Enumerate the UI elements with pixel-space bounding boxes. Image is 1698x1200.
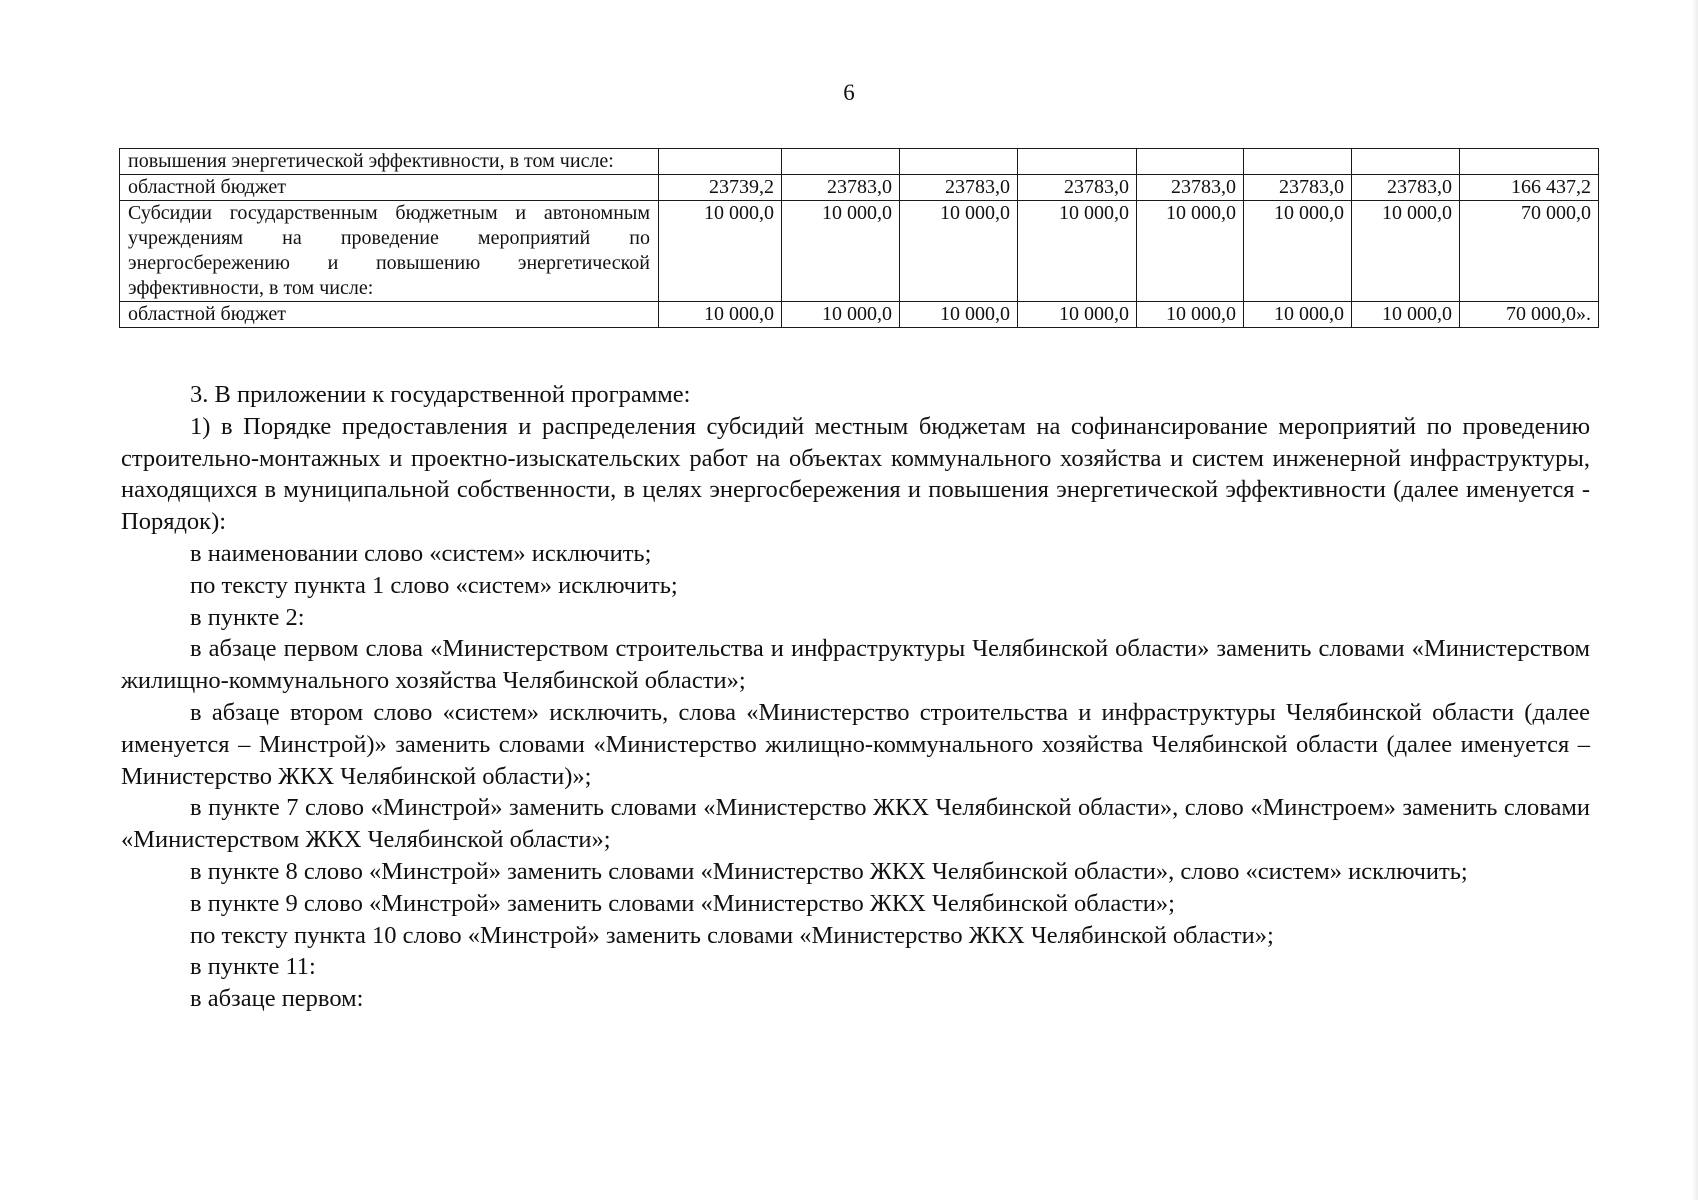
table-cell bbox=[1244, 149, 1352, 175]
table-cell bbox=[782, 149, 900, 175]
table-cell: 10 000,0 bbox=[659, 201, 782, 302]
table-cell: 23783,0 bbox=[1137, 175, 1244, 201]
table-cell: 23783,0 bbox=[1352, 175, 1460, 201]
table-cell bbox=[1352, 149, 1460, 175]
table-cell bbox=[900, 149, 1018, 175]
paragraph: в пункте 8 слово «Минстрой» заменить словами «Министерство ЖКХ Челябинской области», слово «систем» исключить; bbox=[190, 857, 1468, 885]
paragraph: в абзаце втором слово «систем» исключить, слова «Министерство строительства и инфраструктуры Челябинской области (далее именуется – Минстрой)» заменить словами «Министерство жилищно-коммунального хозяйства Челябинской области (далее именуется – Министерство ЖКХ Челябинской области)»; bbox=[121, 698, 1590, 790]
table-cell: 10 000,0 bbox=[1137, 201, 1244, 302]
table-cell bbox=[1137, 149, 1244, 175]
table-cell: 10 000,0 bbox=[900, 302, 1018, 328]
paragraph-item-1: 1) в Порядке предоставления и распределения субсидий местным бюджетам на софинансирование мероприятий по проведению строительно-монтажных и проектно-изыскательских работ на объектах коммунального хозяйства и систем инженерной инфраструктуры, находящихся в муниципальной собственности, в целях энергосбережения и повышения энергетической эффективности (далее именуется - Порядок): bbox=[121, 412, 1590, 536]
row-label: повышения энергетической эффективности, в том числе: bbox=[120, 149, 659, 175]
paragraph: в пункте 11: bbox=[190, 953, 316, 981]
table-cell: 10 000,0 bbox=[1244, 302, 1352, 328]
table-cell: 10 000,0 bbox=[782, 201, 900, 302]
table-cell: 10 000,0 bbox=[1018, 302, 1137, 328]
paragraph: в наименовании слово «систем» исключить; bbox=[190, 539, 652, 567]
table-cell: 10 000,0 bbox=[900, 201, 1018, 302]
row-label: областной бюджет bbox=[120, 175, 659, 201]
paragraph: в пункте 7 слово «Минстрой» заменить словами «Министерство ЖКХ Челябинской области», слово «Минстроем» заменить словами «Министерством ЖКХ Челябинской области»; bbox=[121, 794, 1590, 854]
table-row bbox=[120, 175, 1599, 201]
table-cell-total: 166 437,2 bbox=[1460, 175, 1599, 201]
table-cell bbox=[1018, 149, 1137, 175]
table-row bbox=[120, 302, 1599, 328]
paragraph: в пункте 2: bbox=[190, 603, 305, 631]
table-cell-total bbox=[1460, 149, 1599, 175]
budget-table bbox=[119, 148, 1599, 328]
table-cell-total: 70 000,0». bbox=[1460, 302, 1599, 328]
paragraph: в абзаце первом слова «Министерством строительства и инфраструктуры Челябинской области» заменить словами «Министерством жилищно-коммунального хозяйства Челябинской области»; bbox=[121, 635, 1590, 695]
page-number: 6 bbox=[843, 80, 855, 105]
row-label: Субсидии государственным бюджетным и автономным учреждениям на проведение мероприятий по энергосбережению и повышению энергетической эффективности, в том числе: bbox=[120, 201, 659, 302]
table-cell: 10 000,0 bbox=[1352, 201, 1460, 302]
document-body bbox=[121, 379, 1590, 1015]
paragraph: по тексту пункта 1 слово «систем» исключить; bbox=[190, 571, 678, 599]
table-cell: 10 000,0 bbox=[659, 302, 782, 328]
scan-edge-shadow bbox=[1692, 0, 1698, 1200]
table-cell: 10 000,0 bbox=[1244, 201, 1352, 302]
table-row bbox=[120, 149, 1599, 175]
table-cell: 23783,0 bbox=[1018, 175, 1137, 201]
paragraph: в пункте 9 слово «Минстрой» заменить словами «Министерство ЖКХ Челябинской области»; bbox=[190, 889, 1175, 917]
row-label: областной бюджет bbox=[120, 302, 659, 328]
table-cell: 10 000,0 bbox=[1352, 302, 1460, 328]
table-cell: 23783,0 bbox=[900, 175, 1018, 201]
table-cell: 23783,0 bbox=[782, 175, 900, 201]
paragraph: в абзаце первом: bbox=[190, 985, 364, 1013]
table-cell: 23739,2 bbox=[659, 175, 782, 201]
table-cell-total: 70 000,0 bbox=[1460, 201, 1599, 302]
paragraph: по тексту пункта 10 слово «Минстрой» заменить словами «Министерство ЖКХ Челябинской области»; bbox=[190, 921, 1274, 949]
table-row bbox=[120, 201, 1599, 302]
table-cell: 23783,0 bbox=[1244, 175, 1352, 201]
table-cell bbox=[659, 149, 782, 175]
table-cell: 10 000,0 bbox=[1137, 302, 1244, 328]
table-cell: 10 000,0 bbox=[782, 302, 900, 328]
table-cell: 10 000,0 bbox=[1018, 201, 1137, 302]
paragraph-section-3: 3. В приложении к государственной программе: bbox=[190, 381, 691, 408]
